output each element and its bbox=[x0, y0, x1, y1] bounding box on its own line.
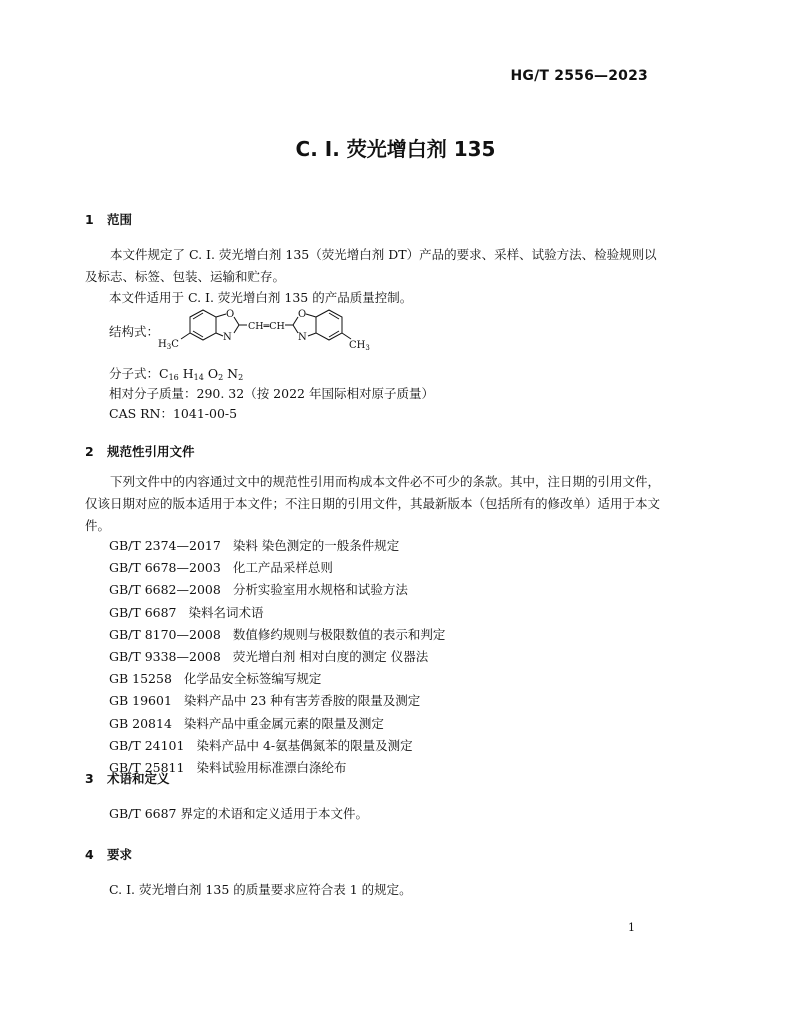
standard-code: HG/T 2556—2023 bbox=[510, 68, 648, 84]
section-title: 规范性引用文件 bbox=[107, 444, 195, 459]
section-number: 1 bbox=[85, 212, 94, 227]
normative-paragraph: 下列文件中的内容通过文中的规范性引用而构成本文件必不可少的条款。其中，注日期的引用文件，仅该日期对应的版本适用于本文件；不注日期的引用文件，其最新版本（包括所有的修改单）适用于本文件。 bbox=[85, 474, 661, 533]
requirements-paragraph: C. I. 荧光增白剂 135 的质量要求应符合表 1 的规定。 bbox=[109, 882, 412, 897]
section-heading-scope bbox=[85, 210, 132, 228]
page-number: 1 bbox=[628, 921, 635, 934]
section-title: 范围 bbox=[107, 212, 133, 227]
reference-title: 染料试验用标准漂白涤纶布 bbox=[196, 760, 347, 776]
reference-item bbox=[109, 735, 445, 757]
section-title: 术语和定义 bbox=[107, 771, 170, 786]
section-title: 要求 bbox=[107, 847, 133, 862]
section-heading-terms bbox=[85, 769, 170, 787]
reference-title: 染料产品中 23 种有害芳香胺的限量及测定 bbox=[183, 693, 421, 709]
reference-code: GB 15258 bbox=[109, 671, 172, 687]
scope-paragraph-1: 本文件规定了 C. I. 荧光增白剂 135（荧光增白剂 DT）产品的要求、采样、试验方法、检验规则以及标志、标签、包装、运输和贮存。 bbox=[85, 247, 657, 284]
reference-item bbox=[109, 579, 445, 601]
structural-formula bbox=[105, 305, 385, 355]
reference-item bbox=[109, 602, 445, 624]
section-heading-normative bbox=[85, 442, 195, 460]
reference-code: GB/T 25811 bbox=[109, 760, 185, 776]
reference-title: 化学品安全标签编写规定 bbox=[183, 671, 322, 687]
reference-title: 化工产品采样总则 bbox=[232, 560, 333, 576]
reference-item bbox=[109, 557, 445, 579]
section-number: 4 bbox=[85, 847, 94, 862]
reference-code: GB/T 2374—2017 bbox=[109, 538, 221, 553]
reference-code: GB/T 6687 bbox=[109, 604, 177, 620]
terms-paragraph: GB/T 6687 界定的术语和定义适用于本文件。 bbox=[109, 806, 368, 821]
document-title: C. I. 荧光增白剂 135 bbox=[295, 137, 496, 161]
scope-paragraph-2: 本文件适用于 C. I. 荧光增白剂 135 的产品质量控制。 bbox=[109, 290, 413, 305]
reference-title: 数值修约规则与极限数值的表示和判定 bbox=[232, 626, 446, 642]
reference-code: GB/T 6678—2003 bbox=[109, 560, 221, 576]
section-number: 2 bbox=[85, 444, 94, 459]
nitrogen-left: N bbox=[223, 332, 232, 343]
section-heading-requirements bbox=[85, 845, 132, 863]
reference-item bbox=[109, 535, 445, 557]
reference-code: GB 19601 bbox=[109, 693, 172, 709]
reference-code: GB/T 9338—2008 bbox=[109, 649, 221, 665]
reference-item bbox=[109, 646, 445, 668]
reference-code: GB 20814 bbox=[109, 715, 172, 731]
reference-code: GB/T 8170—2008 bbox=[109, 626, 221, 642]
molecular-formula: 分子式：$C_{16}$ $H_{14}$ $O_2$ $N_2$ bbox=[109, 366, 244, 382]
reference-title: 染料产品中重金属元素的限量及测定 bbox=[183, 715, 384, 731]
structure-label: 结构式： bbox=[109, 324, 160, 339]
relative-molecular-mass: 相对分子质量：290. 32（按 2022 年国际相对原子质量） bbox=[109, 386, 434, 401]
reference-title: 分析实验室用水规格和试验方法 bbox=[232, 582, 408, 598]
reference-title: 染料名词术语 bbox=[188, 604, 264, 620]
reference-list bbox=[109, 535, 445, 779]
reference-title: 染料 染色测定的一般条件规定 bbox=[232, 538, 400, 553]
section-number: 3 bbox=[85, 771, 94, 786]
reference-item bbox=[109, 624, 445, 646]
oxygen-left: O bbox=[226, 309, 235, 320]
ethylene-bridge: CH═CH bbox=[248, 321, 285, 332]
reference-title: 荧光增白剂 相对白度的测定 仪器法 bbox=[232, 649, 429, 665]
methyl-right: $CH_3$ bbox=[349, 340, 370, 352]
reference-title: 染料产品中 4-氨基偶氮苯的限量及测定 bbox=[196, 737, 413, 753]
reference-code: GB/T 24101 bbox=[109, 737, 185, 753]
reference-item bbox=[109, 713, 445, 735]
oxygen-right: O bbox=[298, 309, 307, 320]
formula-label: 分子式： bbox=[109, 366, 160, 381]
nitrogen-right: N bbox=[298, 332, 307, 343]
reference-item bbox=[109, 668, 445, 690]
methyl-left: $H_3C$ bbox=[158, 339, 179, 351]
reference-item bbox=[109, 690, 445, 712]
reference-code: GB/T 6682—2008 bbox=[109, 582, 221, 598]
cas-number: CAS RN：1041-00-5 bbox=[109, 406, 238, 421]
